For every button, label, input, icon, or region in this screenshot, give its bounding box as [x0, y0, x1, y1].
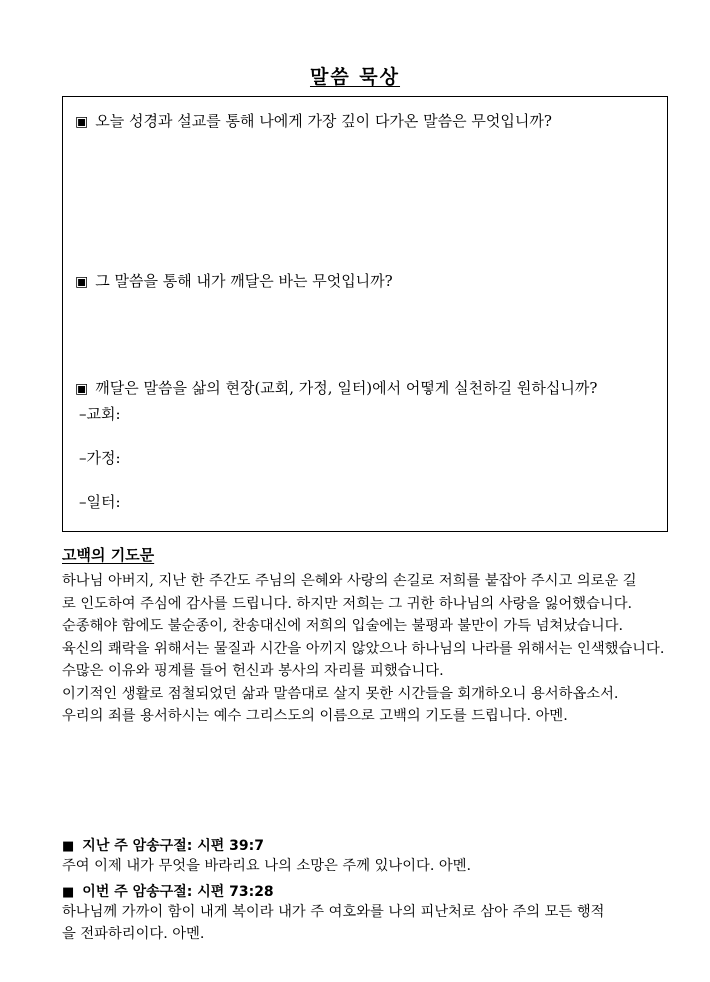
prayer-line: 하나님 아버지, 지난 한 주간도 주님의 은혜와 사랑의 손길로 저희를 붙잡아 주시고 의로운 길: [62, 573, 637, 589]
question-1-text: 오늘 성경과 설교를 통해 나에게 가장 깊이 다가온 말씀은 무엇입니까?: [95, 112, 552, 130]
verse-line: 주여 이제 내가 무엇을 바라리요 나의 소망은 주께 있나이다. 아멘.: [62, 858, 472, 874]
question-2: [75, 270, 393, 291]
checkbox-square-icon: ▣: [75, 114, 89, 130]
question-1: [75, 110, 552, 131]
page-title: 말씀 묵상: [309, 66, 401, 88]
this-week-verse-text: [62, 901, 676, 945]
verse-line: 을 전파하리이다. 아멘.: [62, 926, 205, 942]
verse-reference: 시편 39:7: [197, 838, 264, 854]
prayer-line: 순종해야 함에도 불순종이, 찬송대신에 저희의 입술에는 불평과 불만이 가득 넘쳐났습니다.: [62, 618, 623, 634]
square-bullet-icon: ■: [62, 839, 75, 854]
prayer-line: 우리의 죄를 용서하시는 예수 그리스도의 이름으로 고백의 기도를 드립니다. 아멘.: [62, 708, 568, 724]
verse-reference: 시편 73:28: [197, 884, 274, 900]
verse-label: 이번 주 암송구절:: [82, 884, 193, 900]
question-3: [75, 377, 597, 398]
field-church: –교회:: [79, 405, 121, 423]
meditation-box: [62, 96, 668, 532]
prayer-line: 로 인도하여 주심에 감사를 드립니다. 하지만 저희는 그 귀한 하나님의 사랑을 잃어했습니다.: [62, 595, 633, 612]
prayer-line: 이기적인 생활로 점철되었던 삶과 말씀대로 살지 못한 시간들을 회개하오니 용서하옵소서.: [62, 685, 619, 702]
prayer-line: 육신의 쾌락을 위해서는 물질과 시간을 아끼지 않았으나 하나님의 나라를 위해서는 인색했습니다.: [62, 640, 665, 657]
verse-line: 하나님께 가까이 함이 내게 복이라 내가 주 여호와를 나의 피난처로 삼아 주의 모든 행적: [62, 904, 605, 920]
square-bullet-icon: ■: [62, 885, 75, 900]
prayer-title: 고백의 기도문: [62, 546, 155, 564]
prayer-line: 수많은 이유와 핑계를 들어 헌신과 봉사의 자리를 피했습니다.: [62, 663, 444, 679]
checkbox-square-icon: ▣: [75, 381, 89, 397]
checkbox-square-icon: ▣: [75, 274, 89, 290]
question-2-text: 그 말씀을 통해 내가 깨달은 바는 무엇입니까?: [95, 272, 393, 290]
question-3-text: 깨달은 말씀을 삶의 현장(교회, 가정, 일터)에서 어떻게 실천하길 원하십니까?: [95, 379, 598, 397]
field-home: –가정:: [79, 449, 121, 467]
last-week-verse-heading: [62, 835, 264, 855]
prayer-body: [62, 570, 676, 728]
verse-label: 지난 주 암송구절:: [82, 838, 193, 854]
last-week-verse-text: [62, 855, 676, 877]
this-week-verse-heading: [62, 881, 274, 901]
field-work: –일터:: [79, 493, 121, 511]
